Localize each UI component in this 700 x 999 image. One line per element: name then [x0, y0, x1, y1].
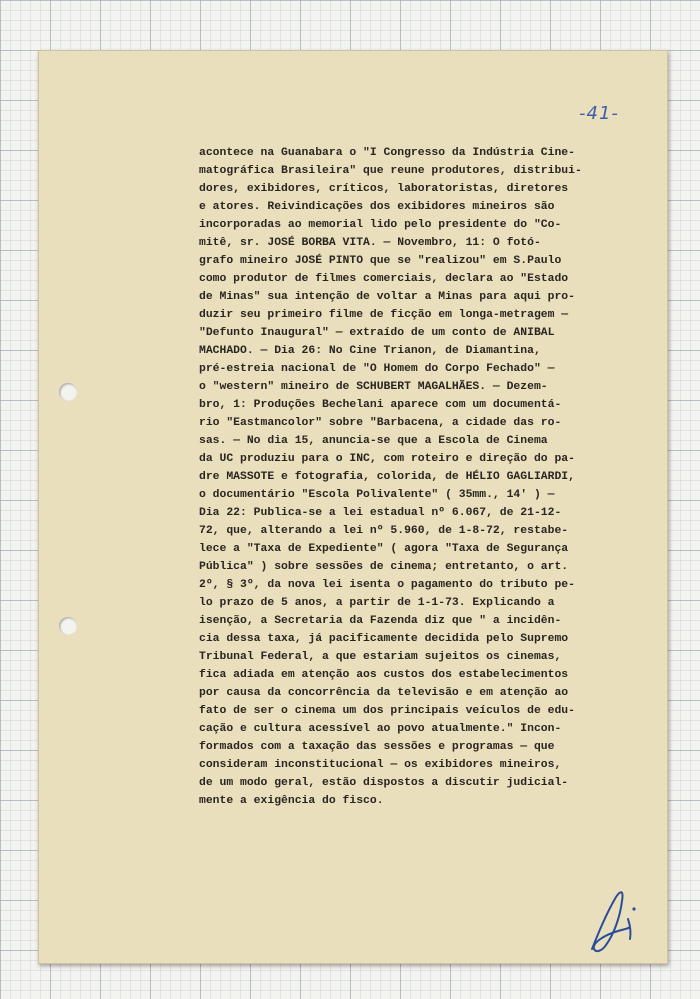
- signature-initials: [584, 879, 654, 959]
- text-line: fato de ser o cinema um dos principais veículos de edu-: [199, 705, 575, 717]
- text-line: o "western" mineiro de SCHUBERT MAGALHÃES. — Dezem-: [199, 381, 548, 393]
- text-line: o documentário "Escola Polivalente" ( 35mm., 14' ) —: [199, 489, 555, 501]
- text-line: matográfica Brasileira" que reune produtores, distribui-: [199, 165, 582, 177]
- text-line: como produtor de filmes comerciais, declara ao "Estado: [199, 273, 569, 285]
- text-line: 72, que, alterando a lei nº 5.960, de 1-8-72, restabe-: [199, 525, 569, 537]
- text-line: mitê, sr. JOSÉ BORBA VITA. — Novembro, 11: O fotó-: [199, 237, 541, 249]
- text-line: de um modo geral, estão dispostos a discutir judicial-: [199, 777, 569, 789]
- document-page: [38, 50, 668, 964]
- text-line: e atores. Reivindicações dos exibidores mineiros são: [199, 201, 555, 213]
- text-line: fica adiada em atenção aos custos dos estabelecimentos: [199, 669, 569, 681]
- text-line: incorporadas ao memorial lido pelo presidente do "Co-: [199, 219, 562, 231]
- text-line: mente a exigência do fisco.: [199, 795, 384, 807]
- text-line: cação e cultura acessível ao povo atualmente." Incon-: [199, 723, 562, 735]
- punch-hole-top: [59, 383, 77, 401]
- text-line: bro, 1: Produções Bechelani aparece com um documentá-: [199, 399, 562, 411]
- text-line: "Defunto Inaugural" — extraído de um conto de ANIBAL: [199, 327, 555, 339]
- text-line: de Minas" sua intenção de voltar a Minas para aqui pro-: [199, 291, 575, 303]
- text-line: sas. — No dia 15, anuncia-se que a Escola de Cinema: [199, 435, 548, 447]
- text-line: isenção, a Secretaria da Fazenda diz que " a incidên-: [199, 615, 562, 627]
- punch-hole-bottom: [59, 617, 77, 635]
- text-line: acontece na Guanabara o "I Congresso da Indústria Cine-: [199, 147, 575, 159]
- text-line: rio "Eastmancolor" sobre "Barbacena, a cidade das ro-: [199, 417, 562, 429]
- text-line: dores, exibidores, críticos, laboratoristas, diretores: [199, 183, 569, 195]
- text-line: Pública" ) sobre sessões de cinema; entretanto, o art.: [199, 561, 569, 573]
- text-line: pré-estreia nacional de "O Homem do Corpo Fechado" —: [199, 363, 555, 375]
- text-line: dre MASSOTE e fotografia, colorida, de HÉLIO GAGLIARDI,: [199, 471, 575, 483]
- text-line: Tribunal Federal, a que estariam sujeitos os cinemas,: [199, 651, 562, 663]
- text-line: por causa da concorrência da televisão e em atenção ao: [199, 687, 569, 699]
- text-line: MACHADO. — Dia 26: No Cine Trianon, de Diamantina,: [199, 345, 541, 357]
- text-line: 2º, § 3º, da nova lei isenta o pagamento do tributo pe-: [199, 579, 575, 591]
- page-number: -41-: [579, 103, 619, 124]
- text-line: lece a "Taxa de Expediente" ( agora "Taxa de Segurança: [199, 543, 569, 555]
- text-line: consideram inconstitucional — os exibidores mineiros,: [199, 759, 562, 771]
- text-line: formados com a taxação das sessões e programas — que: [199, 741, 555, 753]
- typewritten-text: [199, 144, 659, 810]
- text-line: lo prazo de 5 anos, a partir de 1-1-73. Explicando a: [199, 597, 555, 609]
- text-line: da UC produziu para o INC, com roteiro e direção do pa-: [199, 453, 575, 465]
- text-line: cia dessa taxa, já pacificamente decidida pelo Supremo: [199, 633, 569, 645]
- text-line: grafo mineiro JOSÉ PINTO que se "realizou" em S.Paulo: [199, 255, 562, 267]
- text-line: Dia 22: Publica-se a lei estadual nº 6.067, de 21-12-: [199, 507, 562, 519]
- text-line: duzir seu primeiro filme de ficção em longa-metragem —: [199, 309, 569, 321]
